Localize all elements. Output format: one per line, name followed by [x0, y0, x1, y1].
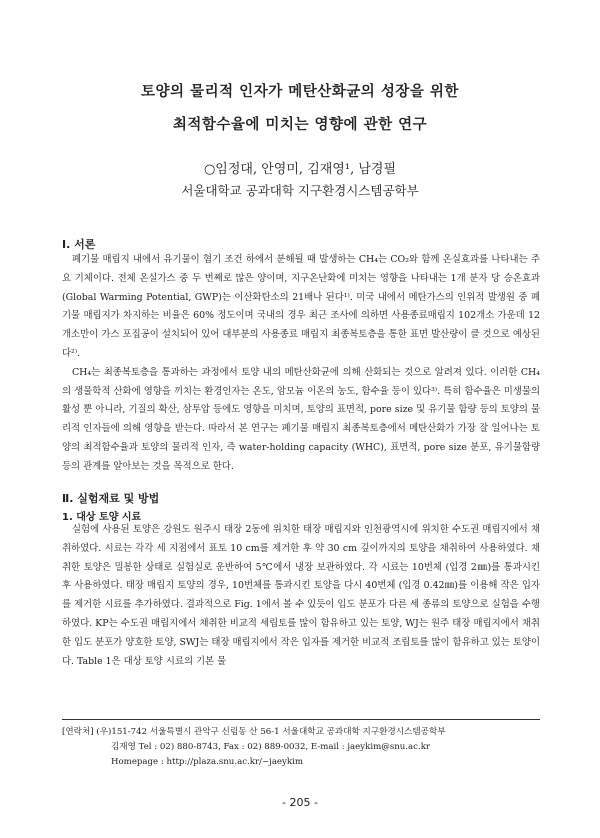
section-1-paragraph-2: CH₄는 최종복토층을 통과하는 과정에서 토양 내의 메탄산화균에 의해 산화되는 것으로 알려져 있다. 이러한 CH₄의 생물학적 산화에 영향을 끼치는 환경인자는 온도, 암모늄 이온의 농도, 함수율 등이 있다³⁾. 특히 함수율은 미생물의 활성 뿐 아니라, 기질의 확산, 삼투압 등에도 영향을 미치며, 토양의 표면적, pore size 및 유기물 함량 등의 토양의 물리적 인자들에 의해 영향을 받는다. 따라서 본 연구는 폐기물 매립지 최종복토층에서 메탄산화가 가장 잘 일어나는 토양의 최적함수율과 토양의 물리적 인자, 즉 water-holding capacity (WHC), 표면적, pore size 분포, 유기물함량 등의 관계를 알아보는 것을 목적으로 한다.: [62, 366, 540, 472]
section-1-heading: Ⅰ. 서론: [62, 238, 96, 251]
contact-info: [62, 725, 540, 770]
contact-phone-email: 김재영 Tel : 02) 880-8743, Fax : 02) 889-0032, E-mail : jaeykim@snu.ac.kr: [111, 742, 431, 752]
section-2-subheading: 1. 대상 토양 시료: [62, 512, 142, 523]
section-1-body: [62, 251, 540, 477]
authors: ○임정대, 안영미, 김재영¹, 남경필: [203, 162, 397, 177]
section-2-body: [62, 521, 540, 671]
section-1-paragraph-1: 폐기물 매립지 내에서 유기물이 혐기 조건 하에서 분해될 때 발생하는 CH₄는 CO₂와 함께 온실효과를 나타내는 주요 기체이다. 전체 온실가스 중 두 번째로 많은 양이며, 지구온난화에 미치는 영향을 나타내는 1개 분자 당 승온효과 (Global Warming Potential, GWP)는 이산화탄소의 21배나 된다¹⁾. 미국 내에서 메탄가스의 인위적 발생원 중 폐기물 매립지가 차지하는 비율은 60% 정도이며 국내의 경우 최근 조사에 의하면 사용종료매립지 102개소 가운데 12개소만이 가스 포집공이 설치되어 있어 대부분의 사용종료 매립지 최종복토층을 통한 표면 발산량이 클 것으로 예상된다²⁾.: [62, 254, 540, 359]
page-number: - 205 -: [282, 796, 318, 809]
contact-address: [연락처] (우)151-742 서울특별시 관악구 신림동 산 56-1 서울대학교 공과대학 지구환경시스템공학부: [62, 727, 446, 737]
footnote-divider: [62, 719, 540, 720]
section-2-paragraph: 실험에 사용된 토양은 강원도 원주시 태장 2동에 위치한 태장 매립지와 인천광역시에 위치한 수도권 매립지에서 채취하였다. 시료는 각각 세 지점에서 표토 10 cm를 제거한 후 약 30 cm 깊이까지의 토양을 채취하여 사용하였다. 채취한 토양은 밀봉한 상태로 실험실로 운반하여 5℃에서 냉장 보관하였다. 각 시료는 10번체 (입경 2㎜)를 통과시킨 후 사용하였다. 태장 매립지 토양의 경우, 10번체를 통과시킨 토양을 다시 40번체 (입경 0.42㎜)를 이용해 작은 입자를 제거한 시료를 추가하였다. 결과적으로 Fig. 1에서 볼 수 있듯이 입도 분포가 다른 세 종류의 토양으로 실험을 수행하였다. KP는 수도권 매립지에서 채취한 비교적 세립토를 많이 함유하고 있는 토양, WJ는 원주 태장 매립지에서 채취한 입도 분포가 양호한 토양, SWJ는 태장 매립지에서 작은 입자를 제거한 비교적 조립토를 많이 함유하고 있는 토양이다. Table 1은 대상 토양 시료의 기본 물: [62, 524, 541, 667]
section-2-heading: Ⅱ. 실험재료 및 방법: [62, 492, 160, 505]
title-line-2: 최적함수율에 미치는 영향에 관한 연구: [172, 117, 428, 133]
contact-homepage: Homepage : http://plaza.snu.ac.kr/~jaeykim: [111, 757, 303, 767]
title-line-1: 토양의 물리적 인자가 메탄산화균의 성장을 위한: [141, 84, 459, 100]
affiliation: 서울대학교 공과대학 지구환경시스템공학부: [181, 183, 419, 198]
